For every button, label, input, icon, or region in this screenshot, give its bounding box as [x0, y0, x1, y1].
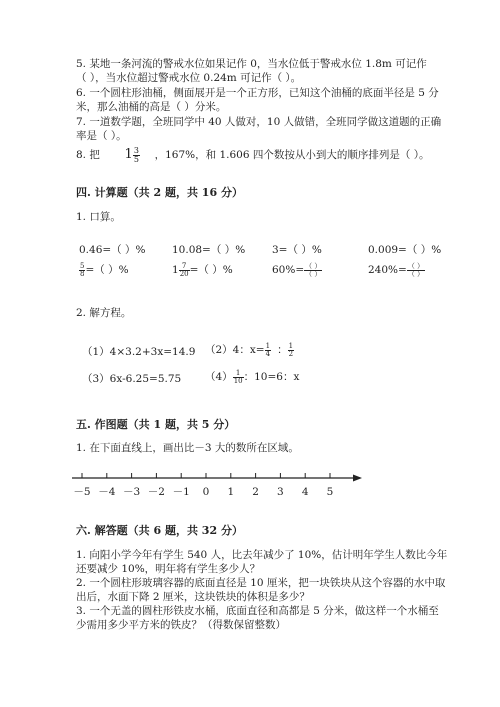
number-line-tick-label: －1	[172, 486, 190, 498]
section6-q3-line2: 少需用多少平方米的铁皮？（得数保留整数）	[76, 619, 286, 631]
oral-calc-4: 0.009=（ ）%	[368, 244, 442, 256]
oral-calc-2: 10.08=（ ）%	[172, 244, 246, 256]
fraction-1-10: $\frac{1}{10}$	[233, 368, 243, 385]
number-line-tick-label: －2	[147, 486, 165, 498]
equation-2: （2）4：x= $\frac{1}{4}$ ： $\frac{1}{2}$	[205, 341, 294, 358]
oral-calc-7: 60%= $\frac{( )}{( )}$	[272, 261, 322, 278]
q7-line2: 率是（ ）。	[76, 130, 127, 142]
fraction-1-4: $\frac{1}{4}$	[265, 341, 271, 358]
number-line-tick-label: －4	[98, 486, 116, 498]
section6-title: 六. 解答题（共 6 题，共 32 分）	[76, 524, 243, 537]
section5-title: 五. 作图题（共 1 题，共 5 分）	[76, 418, 236, 431]
q8-suffix: ，167%，和 1.606 四个数按从小到大的顺序排列是（ ）。	[154, 149, 430, 161]
fraction-blank-8: $\frac{( )}{( )}$	[407, 261, 425, 278]
number-line-tick-label: 3	[277, 486, 284, 498]
number-line-tick-label: 2	[252, 486, 259, 498]
section4-title: 四. 计算题（共 2 题，共 16 分）	[76, 186, 243, 199]
q8-mixed-whole: 1	[124, 147, 133, 162]
number-line-tick-label: －3	[123, 486, 141, 498]
section6-q1-line1: 1. 向阳小学今年有学生 540 人，比去年减少了 10%，估计明年学生人数比今年	[76, 549, 448, 561]
q6-line1: 6. 一个圆柱形油桶，侧面展开是一个正方形，已知这个油桶的底面半径是 5 分	[76, 87, 439, 99]
q5-line2: （ ），当水位超过警戒水位 0.24m 可记作（ ）。	[76, 72, 302, 84]
q5-line1: 5. 某地一条河流的警戒水位如果记作 0，当水位低于警戒水位 1.8m 可记作	[76, 58, 427, 70]
fraction-7-20: $\frac{7}{20}$	[179, 261, 189, 278]
oral-calc-1: 0.46=（ ）%	[79, 244, 146, 256]
number-line-tick-label: 4	[301, 486, 309, 498]
q7-line1: 7. 一道数学题，全班同学中 40 人做对，10 人做错，全班同学做这道题的正确	[76, 116, 442, 128]
equation-3: （3）6x-6.25=5.75	[82, 373, 182, 385]
section6-q3-line1: 3. 一个无盖的圆柱形铁皮水桶，底面直径和高都是 5 分米，做这样一个水桶至	[76, 605, 439, 617]
equation-4: （4） $\frac{1}{10}$ ：10=6：x	[205, 368, 300, 385]
oral-calc-3: 3=（ ）%	[272, 244, 322, 256]
section4-q1: 1. 口算。	[76, 211, 121, 223]
equation-1: （1）4×3.2+3x=14.9	[82, 346, 196, 358]
q8-line	[76, 143, 429, 167]
oral-calc-5: $\frac{5}{8}$ =（ ）%	[80, 261, 129, 278]
number-line-tick-label: 5	[326, 486, 334, 498]
q6-line2: 米，那么油桶的高是（ ）分米。	[76, 101, 227, 113]
section6-q2-line2: 出后，水面下降 2 厘米，这块铁块的体积是多少？	[76, 591, 310, 603]
number-line	[0, 466, 500, 500]
fraction-1-2: $\frac{1}{2}$	[288, 341, 294, 358]
section5-q1: 1. 在下面直线上，画出比－3 大的数所在区域。	[76, 442, 299, 454]
oral-calc-6: 1 $\frac{7}{20}$ =（ ）%	[172, 261, 233, 278]
oral-calc-8: 240%= $\frac{( )}{( )}$	[368, 261, 425, 278]
number-line-tick-label: －5	[73, 486, 91, 498]
number-line-tick-label: 0	[202, 486, 210, 498]
fraction-blank-7: $\frac{( )}{( )}$	[305, 261, 322, 278]
q8-fraction: $\frac{3}{5}$	[133, 145, 139, 164]
number-line-tick-label: 1	[227, 486, 235, 498]
number-line-arrow-icon	[353, 475, 362, 482]
section6-q2-line1: 2. 一个圆柱形玻璃容器的底面直径是 10 厘米，把一块铁块从这个容器的水中取	[76, 577, 446, 589]
section6-q1-line2: 还要减少 10%，明年将有学生多少人？	[76, 563, 261, 575]
q8-prefix: 8. 把	[76, 149, 100, 161]
section4-q2: 2. 解方程。	[76, 307, 132, 319]
fraction-5-8: $\frac{5}{8}$	[80, 261, 85, 278]
